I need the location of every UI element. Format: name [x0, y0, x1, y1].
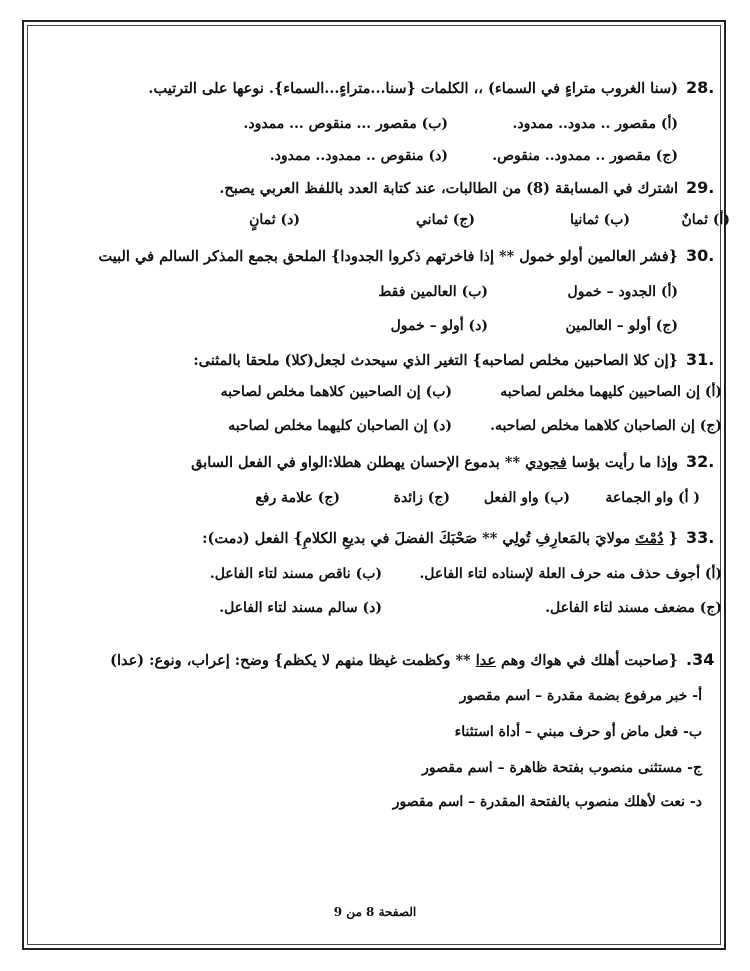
question-text: {فشر العالمين أولو خمول ** إذا فاخرتهم ذكروا الجدودا} الملحق بجمع المذكر السالم في البيت — [98, 248, 678, 265]
option-34-d — [393, 794, 702, 810]
question-28 — [50, 78, 730, 97]
option-d[interactable]: (د) منقوص .. ممدود.. ممدود. — [269, 148, 448, 164]
question-text — [202, 530, 686, 547]
question-30 — [50, 246, 730, 265]
option-a[interactable]: ( أ) واو الجماعة — [605, 490, 700, 506]
option-b[interactable]: (ب) مقصور ... منقوص ... ممدود. — [243, 116, 448, 132]
question-number: 31. — [686, 350, 715, 369]
question-text-end: مولايَ بالمَعارِفِ تُولِي ** صَحْبَكَ الفضلَ في بديعِ الكلامِ} الفعل (دمت): — [202, 530, 636, 547]
question-text: اشترك في المسابقة (8) من الطالبات، عند كتابة العدد باللفظ العربي يصبح. — [219, 180, 678, 197]
exam-content — [40, 0, 730, 971]
question-text-start: وإذا ما رأيت بؤسا — [566, 454, 678, 471]
option-a[interactable]: (أ) أجوف حذف منه حرف العلة لإسناده لتاء الفاعل. — [419, 566, 722, 582]
option-b[interactable]: (ب) ثمانيا — [570, 212, 630, 228]
option-d[interactable]: (د) ثمانٍ — [249, 212, 300, 228]
question-text — [110, 652, 686, 669]
question-number: 28. — [686, 78, 715, 97]
option-d[interactable]: (ج) علامة رفع — [255, 490, 340, 506]
option-c[interactable]: (ج) زائدة — [393, 490, 450, 506]
option-a[interactable]: أ- خبر مرفوع بضمة مقدرة – اسم مقصور — [459, 688, 702, 704]
option-c[interactable]: (ج) ثماني — [416, 212, 475, 228]
option-d[interactable]: (د) أولو – خمول — [390, 318, 488, 334]
question-number: 33. — [686, 528, 715, 547]
question-text: (سنا الغروب متراءٍ في السماء) ،، الكلمات {سنا...متراءٍ...السماء}. نوعها على الترتيب. — [148, 80, 678, 97]
option-a[interactable]: (أ) ثمانٌ — [681, 212, 730, 228]
option-d[interactable]: (د) إن الصاحبان كليهما مخلص لصاحبه — [228, 418, 452, 434]
question-number: 32. — [686, 452, 715, 471]
options-32 — [255, 490, 700, 506]
options-28-row2 — [270, 148, 678, 164]
options-31-row2 — [228, 418, 722, 434]
option-c[interactable]: (ج) أولو – العالمين — [565, 318, 678, 334]
underlined-word: عدا — [475, 652, 496, 669]
options-29 — [249, 212, 730, 228]
question-number: .34 — [686, 650, 715, 669]
option-b[interactable]: (ب) واو الفعل — [483, 490, 570, 506]
question-number: 29. — [686, 178, 715, 197]
question-text: {إن كلا الصاحبين مخلص لصاحبه} التغير الذي سيحدث لجعل(كلا) ملحقا بالمثنى: — [193, 352, 678, 369]
option-a[interactable]: (أ) مقصور .. مدود.. ممدود. — [512, 116, 678, 132]
option-34-b — [455, 724, 702, 740]
option-34-a — [460, 688, 702, 704]
option-b[interactable]: (ب) ناقص مسند لتاء الفاعل. — [209, 566, 382, 582]
options-30 — [378, 284, 678, 300]
underlined-word: دُمْتَ — [635, 530, 664, 547]
question-34 — [50, 650, 730, 669]
option-c[interactable]: (ج) مقصور .. ممدود.. منقوص. — [492, 148, 678, 164]
question-31 — [50, 350, 730, 369]
question-32 — [50, 452, 730, 471]
options-28 — [243, 116, 678, 132]
options-31 — [221, 384, 722, 400]
question-29 — [50, 178, 730, 197]
option-c[interactable]: (ج) مضعف مسند لتاء الفاعل. — [545, 600, 722, 616]
page-footer: الصفحة 8 من 9 — [333, 905, 417, 919]
question-text-end: ** وكظمت غيظا منهم لا يكظم} وضح: إعراب، ونوع: (عدا) — [110, 652, 476, 669]
question-text-start: {صاحبت أهلك في هواك وهم — [495, 652, 678, 669]
option-34-c — [422, 760, 702, 776]
underlined-word: فجودي — [525, 454, 567, 471]
question-text-end: ** بدموع الإحسان يهطلن هطلا:الواو في الفعل السابق — [191, 454, 526, 471]
option-a[interactable]: (أ) الجدود – خمول — [567, 284, 678, 300]
question-text — [191, 454, 686, 471]
option-d[interactable]: د- نعت لأهلك منصوب بالفتحة المقدرة – اسم مقصور — [392, 794, 702, 810]
option-d[interactable]: (د) سالم مسند لتاء الفاعل. — [219, 600, 382, 616]
option-b[interactable]: (ب) العالمين فقط — [378, 284, 488, 300]
question-text-start: { — [663, 530, 678, 547]
option-c[interactable]: (ج) إن الصاحبان كلاهما مخلص لصاحبه. — [490, 418, 722, 434]
options-33 — [210, 566, 722, 582]
question-33 — [50, 528, 730, 547]
option-b[interactable]: (ب) إن الصاحبين كلاهما مخلص لصاحبه — [220, 384, 452, 400]
options-30-row2 — [391, 318, 678, 334]
options-33-row2 — [219, 600, 722, 616]
option-c[interactable]: ج- مستثنى منصوب بفتحة ظاهرة – اسم مقصور — [422, 760, 702, 776]
option-b[interactable]: ب- فعل ماض أو حرف مبني – أداة استثناء — [454, 724, 702, 740]
question-number: 30. — [686, 246, 715, 265]
option-a[interactable]: (أ) إن الصاحبين كليهما مخلص لصاحبه — [500, 384, 722, 400]
